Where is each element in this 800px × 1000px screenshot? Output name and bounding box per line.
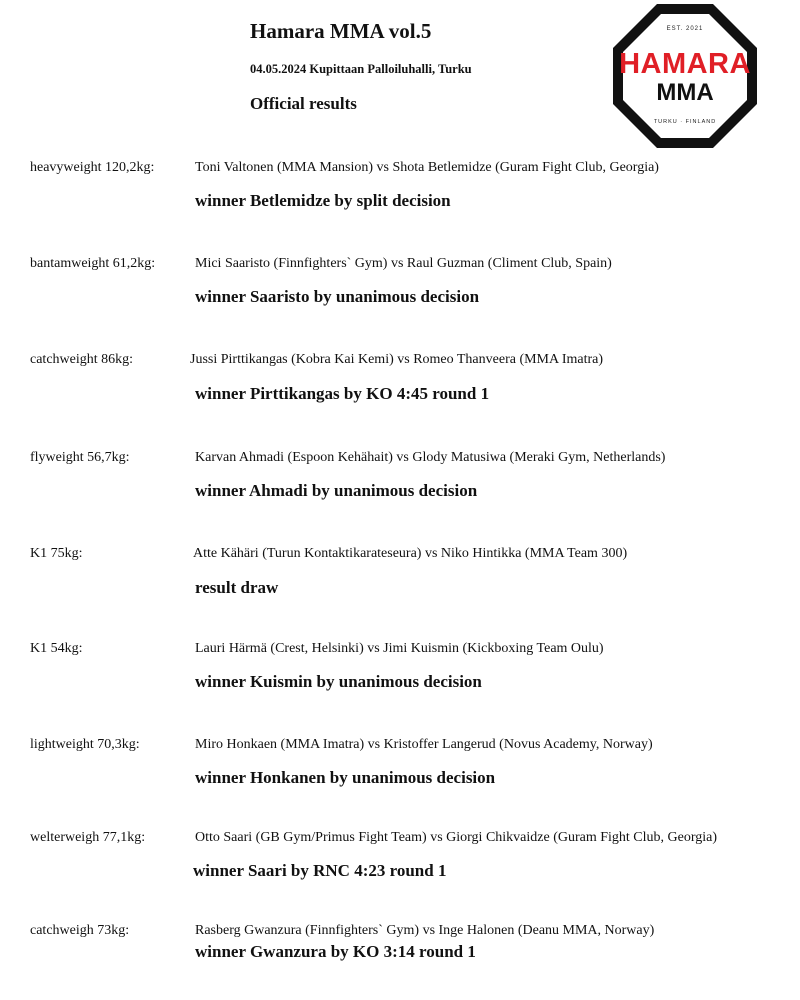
bout-result: winner Saari by RNC 4:23 round 1 <box>193 861 447 880</box>
hamara-mma-logo <box>609 0 761 152</box>
bout-result: winner Gwanzura by KO 3:14 round 1 <box>195 942 476 961</box>
bout-result: winner Honkanen by unanimous decision <box>195 768 496 787</box>
results-header <box>250 18 472 114</box>
official-results-heading: Official results <box>250 94 357 113</box>
bout-fighters: Miro Honkaen (MMA Imatra) vs Kristoffer Langerud (Novus Academy, Norway) <box>195 737 653 752</box>
bout-fighters: Atte Kähäri (Turun Kontaktikarateseura) vs Niko Hintikka (MMA Team 300) <box>193 546 628 561</box>
logo-mma-text: MMA <box>656 79 714 106</box>
bout-weight-class: flyweight 56,7kg: <box>30 450 130 465</box>
bout-weight-class: K1 54kg: <box>30 641 83 656</box>
bout-weight-class: catchweight 86kg: <box>30 352 134 367</box>
bout-result: winner Pirttikangas by KO 4:45 round 1 <box>195 384 490 403</box>
bout-fighters: Lauri Härmä (Crest, Helsinki) vs Jimi Kuismin (Kickboxing Team Oulu) <box>195 641 604 656</box>
bout-weight-class: K1 75kg: <box>30 546 83 561</box>
bout-weight-class: bantamweight 61,2kg: <box>30 256 156 271</box>
bout-weight-class: heavyweight 120,2kg: <box>30 160 155 175</box>
event-date-venue: 04.05.2024 Kupittaan Palloiluhalli, Turku <box>250 62 472 76</box>
event-title: Hamara MMA vol.5 <box>250 19 432 43</box>
bout-fighters: Mici Saaristo (Finnfighters` Gym) vs Raul Guzman (Climent Club, Spain) <box>195 256 612 271</box>
bout-fighters: Jussi Pirttikangas (Kobra Kai Kemi) vs Romeo Thanveera (MMA Imatra) <box>190 352 604 367</box>
bout-weight-class: welterweigh 77,1kg: <box>30 830 146 845</box>
bout-weight-class: lightweight 70,3kg: <box>30 737 140 752</box>
logo-location-text: TURKU · FINLAND <box>653 119 717 125</box>
logo-est-text: EST. 2021 <box>666 26 704 32</box>
bout-result: winner Kuismin by unanimous decision <box>195 672 482 691</box>
bout-result: winner Betlemidze by split decision <box>195 191 451 210</box>
bout-fighters: Rasberg Gwanzura (Finnfighters` Gym) vs Inge Halonen (Deanu MMA, Norway) <box>195 923 655 938</box>
bout-result: result draw <box>195 578 279 597</box>
bout-fighters: Otto Saari (GB Gym/Primus Fight Team) vs Giorgi Chikvaidze (Guram Fight Club, Georgia) <box>195 830 718 845</box>
bout-result: winner Saaristo by unanimous decision <box>195 287 480 306</box>
bout-fighters: Toni Valtonen (MMA Mansion) vs Shota Betlemidze (Guram Fight Club, Georgia) <box>195 160 659 175</box>
bout-fighters: Karvan Ahmadi (Espoon Kehähait) vs Glody Matusiwa (Meraki Gym, Netherlands) <box>195 450 666 465</box>
bout-result: winner Ahmadi by unanimous decision <box>195 481 478 500</box>
bout-weight-class: catchweigh 73kg: <box>30 923 130 938</box>
logo-hamara-text: HAMARA <box>619 48 751 80</box>
